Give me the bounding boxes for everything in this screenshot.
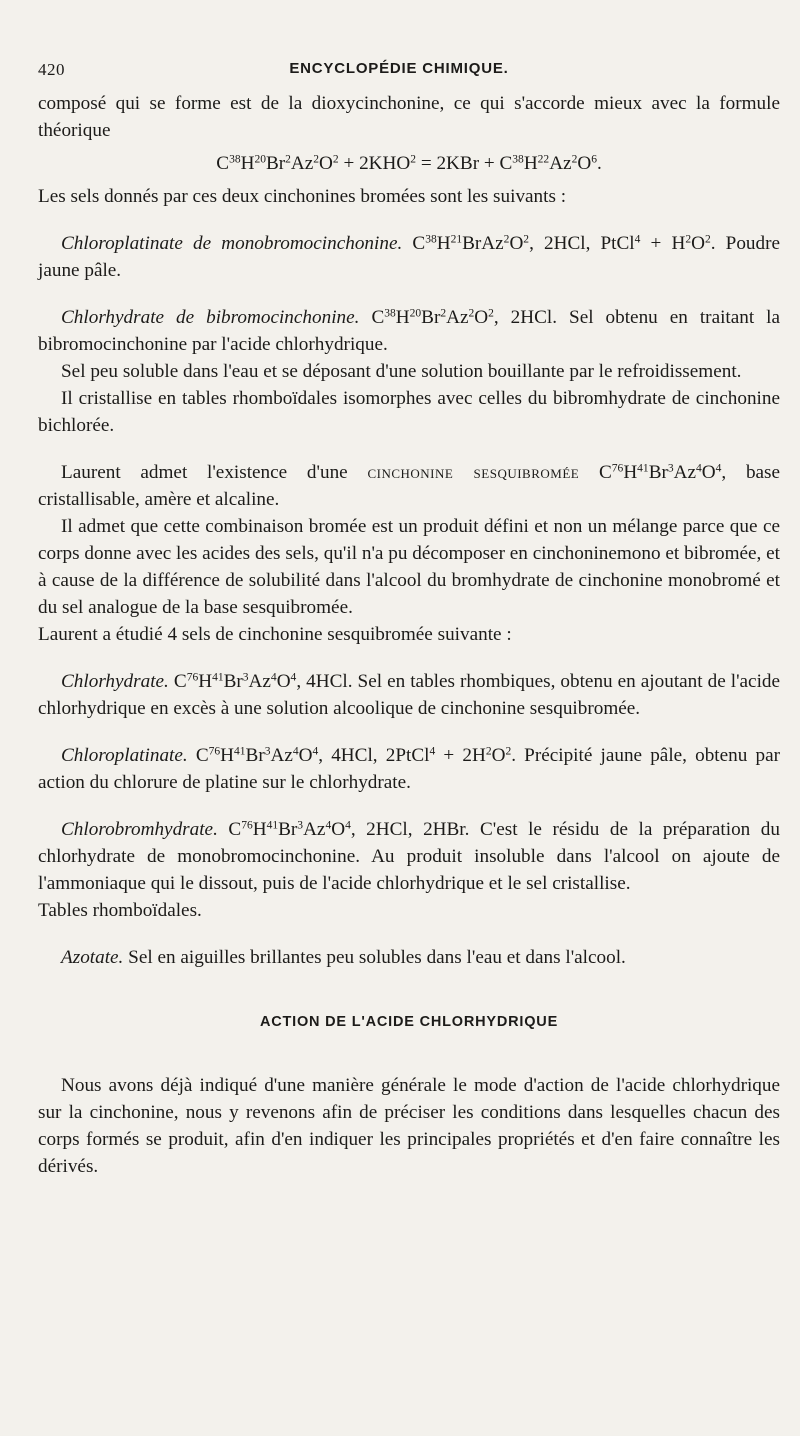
paragraph-laurent-existence (38, 459, 780, 513)
paragraph-salts-intro: Les sels donnés par ces deux cinchonines bromées sont les suivants : (38, 186, 567, 207)
entry-formula: $C^{76}H^{41}Br^3Az^4O^4$, 4HCl. (173, 671, 353, 692)
paragraph: Sel peu soluble dans l'eau et se déposant d'une solution bouillante par le refroidissement. (61, 361, 742, 382)
paragraph-intro: composé qui se forme est de la dioxycinchonine, ce qui s'accorde mieux avec la formule théorique (38, 93, 780, 141)
entry-description: Sel en aiguilles brillantes peu solubles dans l'eau et dans l'alcool. (128, 947, 626, 968)
text: cristallisable, amère et alcaline. (38, 489, 280, 510)
entry-name: Chlorhydrate de bibromocinchonine. (61, 307, 360, 328)
entry-chloroplatinate-monobromo (38, 230, 780, 284)
paragraph: Il cristallise en tables rhomboïdales isomorphes avec celles du bibromhydrate de cinchonine bichlorée. (38, 388, 780, 436)
entry-chlorobromhydrate (38, 816, 780, 897)
paragraph-final: Nous avons déjà indiqué d'une manière générale le mode d'action de l'acide chlorhydrique sur la cinchonine, nous y revenons afin de préciser les conditions dans lesquelles chacun des corps formés se produit, afin d'en indiquer les principales propriétés et d'en faire connaître les dérivés. (38, 1075, 780, 1177)
running-title: ENCYCLOPÉDIE CHIMIQUE. (289, 60, 509, 77)
entry-description: Poudre jaune pâle. (38, 233, 781, 281)
entry-description: Précipité jaune pâle, obtenu par action du chlorure de platine sur le chlorhydrate. (38, 745, 780, 793)
section-title: ACTION DE L'ACIDE CHLORHYDRIQUE (259, 1014, 559, 1030)
text: Laurent admet l'existence d'une (61, 462, 348, 483)
page-header (38, 60, 760, 86)
paragraph-laurent-argument: Il admet que cette combinaison bromée est un produit défini et non un mélange parce que ce corps donne avec les acides des sels, qu'il n'a pu décomposer en cinchoninemono et bibromée, et à cause de la différence de solubilité dans l'alcool du bromhydrate de cinchonine monobromé et du sel analogue de la base sesquibromée. (38, 516, 780, 618)
equation-reaction: $C^{38}H^{20}Br^2Az^2O^2 + 2KHO^2 = 2KBr + C^{38}H^{22}Az^2O^6$. (216, 153, 602, 174)
entry-name: Chloroplatinate de monobromocinchonine. (61, 233, 403, 254)
entry-name: Chlorobromhydrate. (61, 819, 218, 840)
entry-chlorhydrate-bibromo (38, 304, 780, 358)
entry-formula: $C^{76}H^{41}Br^3Az^4O^4$, 2HCl, 2HBr. (228, 819, 470, 840)
entry-name: Chloroplatinate. (61, 745, 188, 766)
entry-formula: $C^{76}H^{41}Br^3Az^4O^4$, base (598, 462, 781, 483)
entry-chloroplatinate (38, 742, 780, 796)
paragraph: Tables rhomboïdales. (38, 900, 202, 921)
entry-azotate (38, 944, 780, 971)
entry-description: Sel en tables rhombiques, obtenu en ajoutant de l'acide chlorhydrique en excès à une solution alcoolique de cinchonine sesquibromée. (38, 671, 781, 719)
entry-formula: $C^{38}H^{20}Br^2Az^2O^2$, 2HCl. (371, 307, 558, 328)
entry-formula: $C^{38}H^{21}BrAz^2O^2$, 2HCl, PtCl$^4$ + $H^2O^2$. (412, 233, 716, 254)
entry-description: C'est le résidu de la préparation du chlorhydrate de monobromocinchonine. Au produit insoluble dans l'alcool on ajoute de l'ammoniaque qui le dissout, puis de l'acide chlorhydrique et le sel cristallise. (38, 819, 780, 894)
page-body (38, 90, 780, 1180)
small-caps-term: cinchonine sesquibromée (367, 462, 580, 483)
entry-name: Azotate. (61, 947, 124, 968)
entry-description: Sel obtenu en traitant la bibromocinchonine par l'acide chlorhydrique. (38, 307, 781, 355)
entry-formula: $C^{76}H^{41}Br^3Az^4O^4$, 4HCl, 2PtCl$^4$ + $2H^2O^2$. (195, 745, 516, 766)
page-number: 420 (38, 60, 65, 79)
paragraph-laurent-salts: Laurent a étudié 4 sels de cinchonine sesquibromée suivante : (38, 624, 512, 645)
entry-name: Chlorhydrate. (61, 671, 169, 692)
entry-chlorhydrate (38, 668, 780, 722)
